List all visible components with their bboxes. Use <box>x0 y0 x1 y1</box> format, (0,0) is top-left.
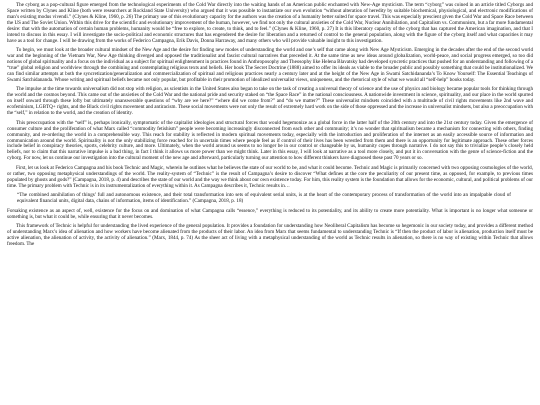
paragraph-cyborg-intro: The cyborg as a pop-cultural figure emerged from the technological experiments of the Cold War directly into the waiting hands of an American public enchanted with New-Age mysticism. The term “cyborg” was coined in an article titled Cyborgs and Space written by Clynes and Kline (both were researchers at Rockland State University) who argued that it was possible to instantiate our own evolution “without alteration of heredity by suitable biochemical, physiological, and electronic modifications of man’s existing modus vivendi.” (Clynes & Kline, 1960, p. 26) The primary use of this evolutionary capacity for the authors was the creation of a humanity better suited for space travel. This was especially prescient given the Cold War and Space Race between the US and The Soviet Union. Within this drive for the scientific and evolutionary improvement of the human, however, we find not only the cultural anxieties of the Cold War, Nuclear Annihilation, and Capitalism vs. Communism, but a far more fundamental desire: that with the automation of certain human problems, humanity would be “free to explore, to create, to think, and to feel.” (Clynes & Kline, 1960, p. 27) It is this liberatory capacity of the cyborg that has captured the American imagination, and that I intend to discuss in this essay. I will investigate the socio-political and economic structures that has engendered the desire for liberation and a returned of control to the general population, along with the figure of the cyborg itself and what capacities it may have as a tool for change. I will be drawing from the works of Federico Campagna, Erik Davis, Donna Harraway, and many others who will provide valuable insight to this investigation. <box>7 2 533 44</box>
paragraph-new-age: To begin, we must look at the broader cultural mindset of the New Age and the desire for finding new modes of understanding the world and one’s self that came along with New Age Mysticism. Emerging in the decades after the end of the second world war and the beginning of the Vietnam War, New Age thinking diverged and opposed the traditionalist and fascist cultural narratives that preceded it. At the same time as new ideas around globalization, world-peace, and social progress emerged, so too did notions of global spirituality and a focus on the individual as a subject for spiritual enlightenment in practices found in Anthroposophy and Theosophy like Helena Blavatsky had developed syncretic practices that pushed for an understanding and following of a “true” global religion and worldview through the combining and contemplating religious texts and beliefs. Her book The Secret Doctrine (1888) aimed to offer its ideals as viable to the broader public and possibly something that could be institutionalized. We can find similar attempts at both the syncretization/generalization and commercialization of spiritual and religious practices nearly a century later and at the height of the New Age in Swami Satchidananda’s To Know Yourself: The Essential Teachings of Swami Satchidananda. Whose writing and spiritual beliefs became not only popular, but profitable in their promotion of idealized universalist views, uniqueness, and the rhetorical style of what we would all “self-help” books today. <box>7 47 533 83</box>
paragraph-essence: Forsaking existence as an aspect of, well, existence for the focus on and domination of what Campagna calls “essence,” everything is reduced to its potentiality, and its ability to create more potentiality. What is important is no longer what someone or something is, but what it could be, while ensuring that it never becomes. <box>7 207 533 220</box>
paragraph-universalism: The impulse at the time towards universalism did not stop with religion, as scientists in the United States also began to take on the task of creating a universal theory of science and the use of physics and biology became popular tools for thinking through the world and the cosmos beyond. This came out of the anxieties of the Cold War and the national pride and security staked on “the Space Race” in the national consciousness. A nationwide investment in science, spirituality, and our place in the world spurred on itself onward through these lofty but ultimately unanswerable questions of “why are we here?” “where did we come from?” and “do we matter?” These universalist mindsets coincided with a multitude of civil rights movements like 2nd wave and ecofeminism, LGBTQ+ rights, and the Black civil rights movement and antiracism. These social movements were not only the result of extremely hard work on the side of those oppressed and the increase in universalist mindsets, but also a preoccupation with the “self,” in relation to the world, and the creation of identity. <box>7 86 533 117</box>
paragraph-campagna: First, let us look at Federico Campagna and his book Technic and Magic, wherein he outlines what he believes the state of our world to be, and what it could become. Technic and Magic is primarily concerned with two opposing cosmologies of the world, or rather, two opposing metaphysical understandings of the world. The reality-system of “Technic” is the result of Campagna’s desire to discover “What defines at the core the peculiarity of our present time, as opposed, for example, to previous times populated by ghosts and gods?” (Campagna, 2018, p. 4) and describes the state of our world and the way we think about our own existence today. For him, this reality system is the foundation that allows for the economic, cultural, and political problems of our time. The primary problem with Technic is in its instrumentalization of everything within it. As Campagna describes it, Technic results in… <box>7 164 533 189</box>
paragraph-self: This preoccupation with the “self” is, perhaps ironically, symptomatic of the capitalist ideologies and structural forces that would hegemonize as a global force in the latter half of the 20th century and into the 21st century today. Given the emergence of consumer culture and the proliferation of what Marx called “commodity fetishism” people were becoming increasingly disconnected from each other and community; it’s no wonder that spiritualism became a mechanism for connecting with others, finding community, and re-ordering the world in a comprehensible way. This reach for stability is reflected in modern spiritual movements today, especially with the introduction and proliferation of the internet as an easily accessible source of information and communication around the world. Spirituality is not the only stabilizing force reached for in uncertain times where people feel as if control of their lives has been wrestled from them and there is an opportunity for legitimate approach. These other forces include belief in conspiracy theories, sports, celebrity culture, and more. Ultimately, when the world around us seems to no longer be in our control or changeable by us, humanity copes through narrative. I do not say this to trivialize people’s closely held beliefs, nor to claim that this narrative impulse is a bad thing, in fact I think it allows us more power than we might think. Later in this essay, I will look at narrative as a tool more closely, and put it in conversation with the genre of science-fiction and the cyborg. For now, let us continue our investigation into the cultural moment of the new age and afterward, particularly turning our attention to how different thinkers have diagnosed these past 70 years or so. <box>7 119 533 162</box>
block-quote-campagna: “The combined annihilation of things’ full and autonomous existence, and their total transformation into sets of equivalent serial units, is at the heart of the contemporary process of transformation of the world into an impalpable cloud of equivalent financial units, digital data, chains of information, items of identification.” (Campagna, 2018, p. 18) <box>17 192 511 205</box>
paragraph-technic-framework: This framework of Technic is helpful for understanding the lived experience of the general population. It provides a foundation for understanding how Neoliberal Capitalism has become so hegemonic in our society today, and provides a different method of understanding Marx’s idea of alienation and how workers have become alienated from the products of their labor. An idea from Marx that seems fundamental to understanding Technic is “If then the product of labor is alienation, production itself must be active alienation, the alienation of activity, the activity of alienation.” (Marx, 1844, p. 74) As the sheer act of living with a metaphysical understanding of the world as Technic results in alienation, so there is no way of existing within Technic that allows freedom. The <box>7 222 533 247</box>
